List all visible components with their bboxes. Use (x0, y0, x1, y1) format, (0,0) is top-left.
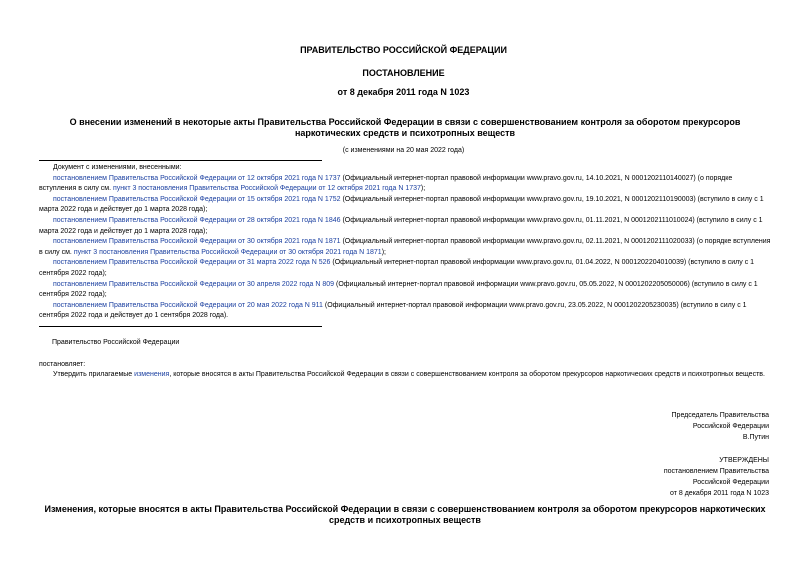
document-title: О внесении изменений в некоторые акты Правительства Российской Федерации в связи с совершенствованием контроля за оборотом прекурсоров наркотических средств и психотропных веществ (69, 117, 741, 138)
annex-title: Изменения, которые вносятся в акты Правительства Российской Федерации в связи с совершенствованием контроля за оборотом прекурсоров наркотических средств и психотропных веществ (44, 504, 766, 525)
approved-country: Российской Федерации (692, 479, 769, 486)
resolves-label: постановляет: (39, 361, 86, 368)
change-item: постановлением Правительства Российской Федерации от 12 октября 2021 года N 1737 (Официальный интернет-портал правовой информации www.pravo.gov.ru, 14.10.2021, N 0001202110140027) (о порядке вступления в силу см. пункт 3 постановления Правительства Российской Федерации от 12 октября 2021 года N 1737); (39, 174, 733, 193)
change-link[interactable]: постановлением Правительства Российской Федерации от 30 апреля 2022 года N 809 (53, 280, 335, 288)
changes-block (39, 163, 771, 322)
bottom-divider (39, 326, 322, 327)
change-link[interactable]: постановлением Правительства Российской Федерации от 31 марта 2022 года N 526 (53, 259, 331, 267)
changes-intro: Документ с изменениями, внесенными: (53, 164, 182, 171)
change-link[interactable]: постановлением Правительства Российской Федерации от 15 октября 2021 года N 1752 (53, 195, 341, 203)
change-link[interactable]: постановлением Правительства Российской Федерации от 20 мая 2022 года N 911 (53, 301, 323, 309)
change-item: постановлением Правительства Российской Федерации от 28 октября 2021 года N 1846 (Официальный интернет-портал правовой информации www.pravo.gov.ru, 01.11.2021, N 0001202111010024) (вступило в силу с 1 марта 2022 года и действует до 1 марта 2028 года); (39, 216, 763, 235)
date-number-heading: от 8 декабря 2011 года N 1023 (337, 87, 470, 97)
government-heading: ПРАВИТЕЛЬСТВО РОССИЙСКОЙ ФЕДЕРАЦИИ (300, 45, 507, 55)
amended-note: (с изменениями на 20 мая 2022 года) (342, 147, 465, 154)
signature-position: Председатель Правительства (671, 412, 769, 419)
changes-link[interactable]: изменения (134, 371, 170, 378)
change-ref-link[interactable]: пункт 3 постановления Правительства Российской Федерации от 30 октября 2021 года N 1871 (73, 248, 382, 256)
change-link[interactable]: постановлением Правительства Российской Федерации от 28 октября 2021 года N 1846 (53, 216, 341, 224)
change-item: постановлением Правительства Российской Федерации от 20 мая 2022 года N 911 (Официальный интернет-портал правовой информации www.pravo.gov.ru, 23.05.2022, N 0001202205230035) (вступило в силу с 1 сентября 2022 года и действует до 1 сентября 2028 года). (39, 301, 747, 320)
change-item: постановлением Правительства Российской Федерации от 15 октября 2021 года N 1752 (Официальный интернет-портал правовой информации www.pravo.gov.ru, 19.10.2021, N 0001202110190003) (вступило в силу с 1 марта 2022 года и действует до 1 марта 2028 года); (39, 195, 764, 214)
approved-by: постановлением Правительства (663, 468, 769, 475)
change-item: постановлением Правительства Российской Федерации от 30 октября 2021 года N 1871 (Официальный интернет-портал правовой информации www.pravo.gov.ru, 02.11.2021, N 0001202111020033) (о порядке вступления в силу см. пункт 3 постановления Правительства Российской Федерации от 30 октября 2021 года N 1871); (39, 238, 771, 256)
signature-country: Российской Федерации (692, 423, 769, 430)
change-link[interactable]: постановлением Правительства Российской Федерации от 12 октября 2021 года N 1737 (53, 174, 341, 182)
change-ref-link[interactable]: пункт 3 постановления Правительства Российской Федерации от 12 октября 2021 года N 1737 (113, 185, 421, 193)
approved-block (664, 455, 769, 499)
change-item: постановлением Правительства Российской Федерации от 30 апреля 2022 года N 809 (Официальный интернет-портал правовой информации www.pravo.gov.ru, 05.05.2022, N 0001202205050006) (вступило в силу с 1 сентября 2022 года); (39, 280, 758, 299)
signature-block (672, 410, 769, 443)
change-item: постановлением Правительства Российской Федерации от 31 марта 2022 года N 526 (Официальный интернет-портал правовой информации www.pravo.gov.ru, 01.04.2022, N 0001202204010039) (вступило в силу с 1 сентября 2022 года); (39, 259, 755, 277)
approved-date: от 8 декабря 2011 года N 1023 (669, 490, 769, 497)
government-label: Правительство Российской Федерации (52, 339, 180, 346)
change-link[interactable]: постановлением Правительства Российской Федерации от 30 октября 2021 года N 1871 (53, 238, 341, 246)
top-divider (39, 160, 322, 161)
approved-label: УТВЕРЖДЕНЫ (719, 457, 769, 464)
resolution-paragraph: Утвердить прилагаемые изменения, которые вносятся в акты Правительства Российской Федерации в связи с совершенствованием контроля за оборотом прекурсоров наркотических средств и психотропных веществ. (53, 371, 765, 378)
doc-type-heading: ПОСТАНОВЛЕНИЕ (362, 68, 445, 78)
signature-name: В.Путин (742, 434, 769, 441)
